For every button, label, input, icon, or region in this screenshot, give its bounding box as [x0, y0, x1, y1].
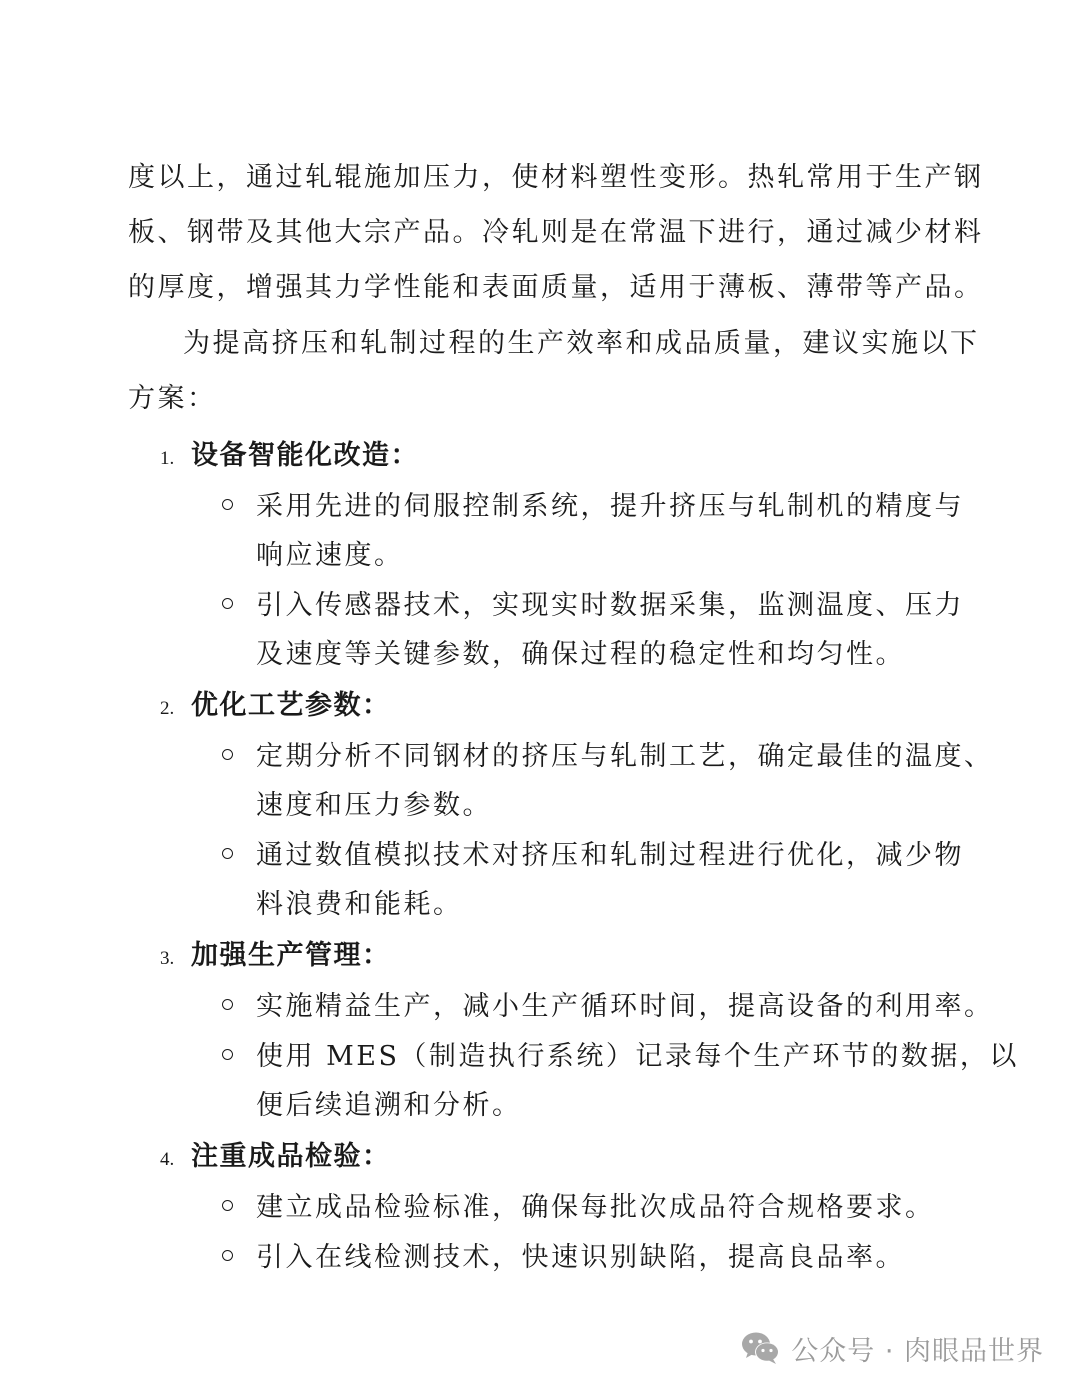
list-section-1 — [0, 430, 1080, 680]
intro-line: 的厚度，增强其力学性能和表面质量，适用于薄板、薄带等产品。 — [128, 272, 984, 303]
bullet-line: 料浪费和能耗。 — [256, 889, 463, 920]
section-title-colon: ： — [362, 1141, 391, 1172]
section-title-text: 设备智能化改造 — [191, 440, 391, 471]
bullet-item — [256, 482, 976, 581]
section-title — [191, 680, 391, 732]
bullet-line: 速度和压力参数。 — [256, 790, 492, 821]
proposal-line: 方案： — [128, 383, 217, 414]
hollow-circle-bullet-icon — [222, 1250, 233, 1261]
list-section-3 — [0, 930, 1080, 1131]
section-heading — [0, 930, 1080, 982]
proposal-paragraph — [128, 316, 980, 426]
hollow-circle-bullet-icon — [222, 749, 233, 760]
hollow-circle-bullet-icon — [222, 1200, 233, 1211]
section-title — [191, 1131, 391, 1183]
bullet-item — [256, 831, 976, 930]
bullet-line: 引入在线检测技术，快速识别缺陷，提高良品率。 — [256, 1242, 905, 1273]
bullet-item — [256, 581, 976, 680]
section-title-text: 优化工艺参数 — [191, 690, 362, 721]
section-heading — [0, 680, 1080, 732]
bullet-item — [256, 1183, 976, 1233]
bullet-line: 采用先进的伺服控制系统，提升挤压与轧制机的精度与 — [256, 491, 964, 522]
section-number: 1. — [160, 448, 175, 469]
bullet-line: 使用 MES（制造执行系统）记录每个生产环节的数据，以 — [256, 1041, 1019, 1072]
hollow-circle-bullet-icon — [222, 598, 233, 609]
bullet-line: 及速度等关键参数，确保过程的稳定性和均匀性。 — [256, 639, 905, 670]
section-title — [191, 930, 391, 982]
intro-line: 度以上，通过轧辊施加压力，使材料塑性变形。热轧常用于生产钢 — [128, 162, 984, 193]
hollow-circle-bullet-icon — [222, 1049, 233, 1060]
list-section-4 — [0, 1131, 1080, 1283]
bullet-line: 响应速度。 — [256, 540, 404, 571]
section-number: 3. — [160, 948, 175, 969]
bullet-item — [256, 1233, 976, 1283]
bullet-item — [256, 1032, 1019, 1131]
hollow-circle-bullet-icon — [222, 999, 233, 1010]
bullet-line: 建立成品检验标准，确保每批次成品符合规格要求。 — [256, 1192, 935, 1223]
proposal-line: 为提高挤压和轧制过程的生产效率和成品质量，建议实施以下 — [183, 328, 980, 359]
wechat-icon — [741, 1331, 781, 1365]
bullet-line: 定期分析不同钢材的挤压与轧制工艺，确定最佳的温度、 — [256, 741, 994, 772]
section-title-colon: ： — [362, 940, 391, 971]
section-number: 4. — [160, 1149, 175, 1170]
hollow-circle-bullet-icon — [222, 848, 233, 859]
numbered-list — [0, 430, 1080, 1283]
bullet-line: 引入传感器技术，实现实时数据采集，监测温度、压力 — [256, 590, 964, 621]
watermark — [741, 1328, 1044, 1368]
hollow-circle-bullet-icon — [222, 499, 233, 510]
list-section-2 — [0, 680, 1080, 930]
watermark-text: 公众号 · 肉眼品世界 — [791, 1335, 1044, 1367]
section-title-text: 加强生产管理 — [191, 940, 362, 971]
bullet-item — [256, 982, 994, 1032]
section-heading — [0, 1131, 1080, 1183]
section-title — [191, 430, 419, 482]
section-title-colon: ： — [390, 440, 419, 471]
section-title-text: 注重成品检验 — [191, 1141, 362, 1172]
bullet-line: 实施精益生产，减小生产循环时间，提高设备的利用率。 — [256, 991, 994, 1022]
bullet-line: 通过数值模拟技术对挤压和轧制过程进行优化，减少物 — [256, 840, 964, 871]
bullet-line: 便后续追溯和分析。 — [256, 1090, 522, 1121]
intro-line: 板、钢带及其他大宗产品。冷轧则是在常温下进行，通过减少材料 — [128, 217, 984, 248]
bullet-item — [256, 732, 994, 831]
section-number: 2. — [160, 698, 175, 719]
section-title-colon: ： — [362, 690, 391, 721]
section-heading — [0, 430, 1080, 482]
intro-paragraph — [128, 150, 984, 315]
